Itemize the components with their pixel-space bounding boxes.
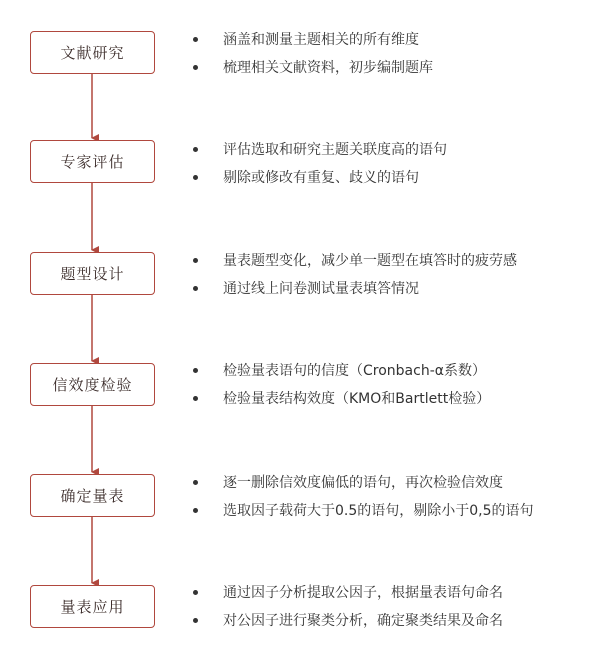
list-item: 检验量表结构效度（KMO和Bartlett检验） bbox=[193, 388, 593, 416]
list-item: 检验量表语句的信度（Cronbach-α系数） bbox=[193, 360, 593, 388]
step-label: 确定量表 bbox=[60, 487, 125, 505]
list-item: 选取因子载荷大于0.5的语句，剔除小于0,5的语句 bbox=[193, 500, 593, 528]
step-label: 量表应用 bbox=[60, 598, 125, 616]
list-item: 逐一删除信效度偏低的语句，再次检验信效度 bbox=[193, 472, 593, 500]
list-item: 量表题型变化，减少单一题型在填答时的疲劳感 bbox=[193, 250, 593, 278]
bullet-dot-icon bbox=[193, 368, 198, 373]
bullet-dot-icon bbox=[193, 286, 198, 291]
bullet-dot-icon bbox=[193, 147, 198, 152]
bullet-dot-icon bbox=[193, 175, 198, 180]
list-item: 对公因子进行聚类分析，确定聚类结果及命名 bbox=[193, 610, 593, 638]
bullet-list-question-design bbox=[193, 250, 593, 306]
bullet-dot-icon bbox=[193, 65, 198, 70]
bullet-dot-icon bbox=[193, 37, 198, 42]
step-box-reliability-validity-test bbox=[30, 363, 155, 406]
bullet-list-finalize-scale bbox=[193, 472, 593, 528]
bullet-dot-icon bbox=[193, 480, 198, 485]
bullet-list-reliability-validity-test bbox=[193, 360, 593, 416]
bullet-list-scale-application bbox=[193, 582, 593, 638]
bullet-list-expert-evaluation bbox=[193, 139, 593, 195]
step-box-literature-research bbox=[30, 31, 155, 74]
bullet-dot-icon bbox=[193, 618, 198, 623]
step-box-question-design bbox=[30, 252, 155, 295]
bullet-dot-icon bbox=[193, 590, 198, 595]
bullet-list-literature-research bbox=[193, 29, 593, 85]
list-item: 梳理相关文献资料，初步编制题库 bbox=[193, 57, 593, 85]
list-item: 评估选取和研究主题关联度高的语句 bbox=[193, 139, 593, 167]
bullet-dot-icon bbox=[193, 396, 198, 401]
bullet-dot-icon bbox=[193, 258, 198, 263]
step-label: 专家评估 bbox=[60, 153, 125, 171]
step-label: 文献研究 bbox=[60, 44, 125, 62]
list-item: 通过因子分析提取公因子，根据量表语句命名 bbox=[193, 582, 593, 610]
step-box-scale-application bbox=[30, 585, 155, 628]
step-label: 信效度检验 bbox=[52, 376, 133, 394]
step-label: 题型设计 bbox=[60, 265, 125, 283]
bullet-dot-icon bbox=[193, 508, 198, 513]
step-box-finalize-scale bbox=[30, 474, 155, 517]
step-box-expert-evaluation bbox=[30, 140, 155, 183]
list-item: 涵盖和测量主题相关的所有维度 bbox=[193, 29, 593, 57]
list-item: 通过线上问卷测试量表填答情况 bbox=[193, 278, 593, 306]
list-item: 剔除或修改有重复、歧义的语句 bbox=[193, 167, 593, 195]
